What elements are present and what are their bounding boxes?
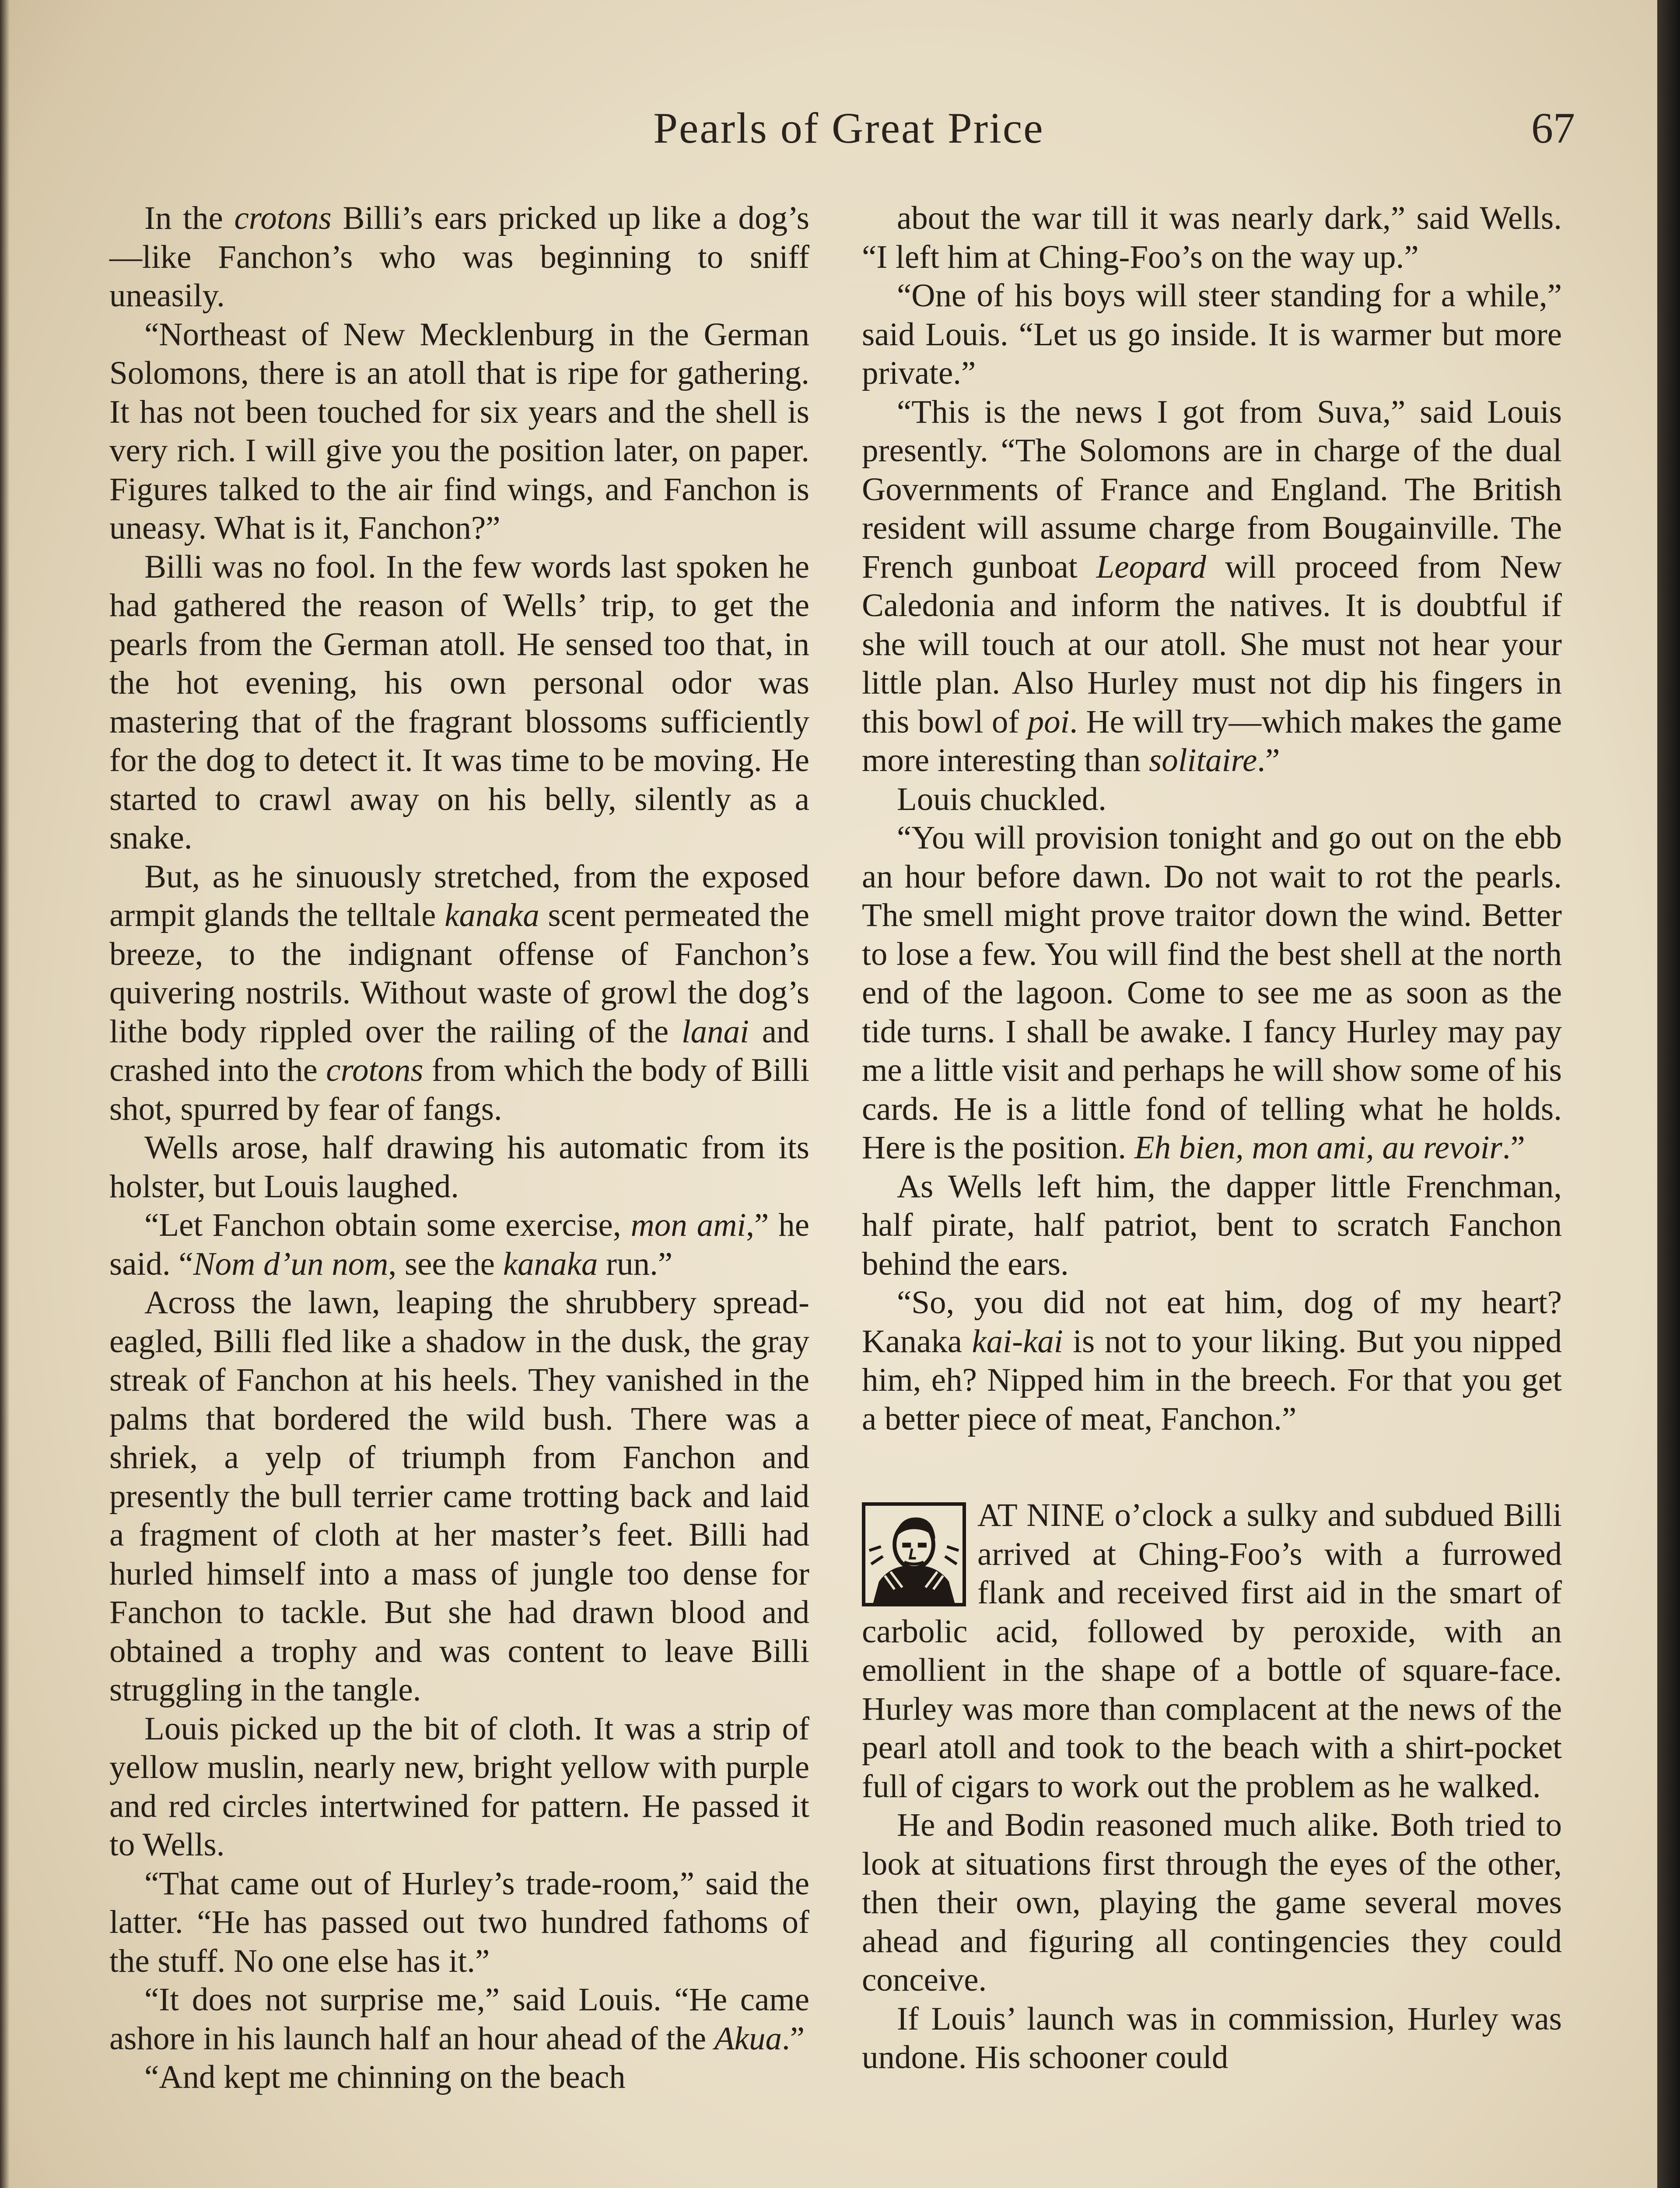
page-right-edge [1657, 0, 1680, 2188]
paragraph: Louis chuckled. [897, 781, 1107, 817]
right-column [862, 199, 1562, 2188]
right-column-text [862, 199, 1562, 1438]
running-title: Pearls of Great Price [653, 104, 1044, 152]
paragraph: “That came out of Hurley’s trade-room,” said the latter. “He has passed out two hundred fathoms of the stuff. No one else has it.” [109, 1865, 809, 1979]
section-break [862, 1438, 1562, 1496]
paragraph: “It does not surprise me,” said Louis. “He came ashore in his launch half an hour ahead of the Akua.” [109, 1981, 809, 2057]
paragraph: AT NINE o’clock a sulky and subdued Billi arrived at Ching-Foo’s with a furrowed flank and received first aid in the smart of carbolic acid, followed by peroxide, with an emollient in the shape of a bottle of square-face. Hurley was more than complacent at the news of the pearl atoll and took to the beach with a shirt-pocket full of cigars to work out the problem as he walked. [862, 1497, 1562, 1805]
paragraph: “This is the news I got from Suva,” said Louis presently. “The Solomons are in charge of the dual Governments of France and England. The British resident will assume charge from Bougainville. The French gunboat Leopard will proceed from New Caledonia and inform the natives. It is doubtful if she will touch at our atoll. She must not hear your little plan. Also Hurley must not dip his fingers in this bowl of poi. He will try—which makes the game more interesting than solitaire.” [862, 393, 1562, 778]
paragraph: As Wells left him, the dapper little Frenchman, half pirate, half patriot, bent to scratch Fanchon behind the ears. [862, 1168, 1562, 1282]
paragraph: about the war till it was nearly dark,” said Wells. “I left him at Ching-Foo’s on the way up.” [862, 200, 1562, 275]
paragraph: Louis picked up the bit of cloth. It was a strip of yellow muslin, nearly new, bright yellow with purple and red circles intertwined for pattern. He passed it to Wells. [109, 1710, 809, 1863]
paragraph: In the crotons Billi’s ears pricked up like a dog’s—like Fanchon’s who was beginning to sniff uneasily. [109, 200, 809, 314]
paragraph: Across the lawn, leaping the shrubbery spread-eagled, Billi fled like a shadow in the dusk, the gray streak of Fanchon at his heels. They vanished in the palms that bordered the wild bush. There was a shriek, a yelp of triumph from Fanchon and presently the bull terrier came trotting back and laid a fragment of cloth at her master’s feet. Billi had hurled himself into a mass of jungle too dense for Fanchon to tackle. But she had drawn blood and obtained a trophy and was content to leave Billi struggling in the tangle. [109, 1284, 809, 1708]
paragraph: “Northeast of New Mecklenburg in the German Solomons, there is an atoll that is ripe for gathering. It has not been touched for six years and the shell is very rich. I will give you the position later, on paper. Figures talked to the air find wings, and Fanchon is uneasy. What is it, Fanchon?” [109, 316, 809, 546]
new-section-text [862, 1496, 1562, 2077]
paragraph: “And kept me chinning on the beach [144, 2059, 626, 2095]
paragraph: “You will provision tonight and go out on the ebb an hour before dawn. Do not wait to rot the pearls. The smell might prove traitor down the wind. Better to lose a few. You will find the best shell at the north end of the lagoon. Come to see me as soon as the tide turns. I shall be awake. I fancy Hurley may pay me a little visit and perhaps he will show some of his cards. He is a little fond of telling what he holds. Here is the position. Eh bien, mon ami, au revoir.” [862, 820, 1562, 1166]
paragraph: “Let Fanchon obtain some exercise, mon ami,” he said. “Nom d’un nom, see the kanaka run.” [109, 1207, 810, 1282]
left-column-text [109, 199, 809, 2097]
paragraph: He and Bodin reasoned much alike. Both tried to look at situations first through the eyes of the other, then their own, playing the game several moves ahead and figuring all contingencies they could conceive. [862, 1807, 1562, 1998]
paragraph: “One of his boys will steer standing for a while,” said Louis. “Let us go inside. It is warmer but more private.” [862, 277, 1562, 391]
paragraph: But, as he sinuously stretched, from the exposed armpit glands the telltale kanaka scent permeated the breeze, to the indignant offense of Fanchon’s quivering nostrils. Without waste of growl the dog’s lithe body rippled over the railing of the lanai and crashed into the crotons from which the body of Billi shot, spurred by fear of fangs. [109, 858, 809, 1127]
page-header [0, 103, 1680, 160]
paragraph: Billi was no fool. In the few words last spoken he had gathered the reason of Wells’ trip, to get the pearls from the German atoll. He sensed too that, in the hot evening, his own personal odor was mastering that of the fragrant blossoms sufficiently for the dog to detect it. It was time to be moving. He started to crawl away on his belly, silently as a snake. [109, 548, 809, 856]
paragraph: “So, you did not eat him, dog of my heart? Kanaka kai-kai is not to your liking. But you nipped him, eh? Nipped him in the breech. For that you get a better piece of meat, Fanchon.” [862, 1284, 1562, 1437]
woodcut-portrait-icon [862, 1502, 966, 1606]
paragraph: Wells arose, half drawing his automatic from its holster, but Louis laughed. [109, 1129, 809, 1205]
left-column [109, 199, 809, 2188]
paragraph: If Louis’ launch was in commission, Hurley was undone. His schooner could [862, 2000, 1562, 2076]
page-number: 67 [1531, 104, 1575, 152]
page-left-shadow [0, 0, 10, 2188]
